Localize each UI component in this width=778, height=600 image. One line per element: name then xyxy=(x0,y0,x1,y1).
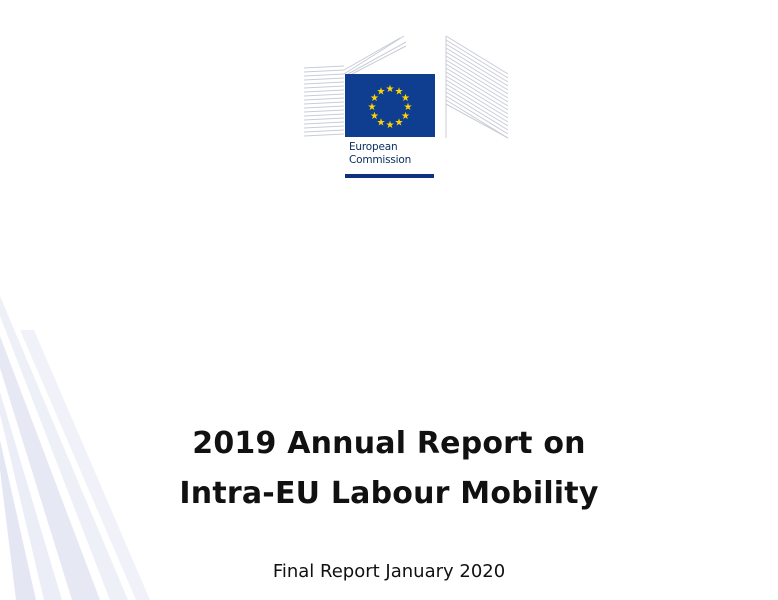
logo-line-2: Commission xyxy=(349,154,412,166)
report-subtitle: Final Report January 2020 xyxy=(272,561,506,582)
building-right-graphic xyxy=(446,36,508,138)
svg-text:★: ★ xyxy=(385,84,395,95)
logo-wordmark xyxy=(349,141,411,167)
report-title-line-1: 2019 Annual Report on xyxy=(192,426,586,461)
logo-underline xyxy=(345,174,434,178)
report-title-line-2: Intra-EU Labour Mobility xyxy=(179,476,599,511)
svg-text:★: ★ xyxy=(394,117,404,129)
svg-text:★: ★ xyxy=(370,111,379,122)
svg-text:★: ★ xyxy=(401,111,410,122)
svg-text:★: ★ xyxy=(370,93,379,104)
logo-line-1: European xyxy=(349,141,398,153)
svg-text:★: ★ xyxy=(367,102,377,113)
svg-text:★: ★ xyxy=(394,86,404,98)
report-title xyxy=(0,419,778,519)
svg-text:★: ★ xyxy=(403,102,413,113)
svg-text:★: ★ xyxy=(385,120,395,131)
svg-text:★: ★ xyxy=(376,117,386,129)
svg-text:★: ★ xyxy=(401,93,410,104)
svg-text:★: ★ xyxy=(376,86,386,98)
